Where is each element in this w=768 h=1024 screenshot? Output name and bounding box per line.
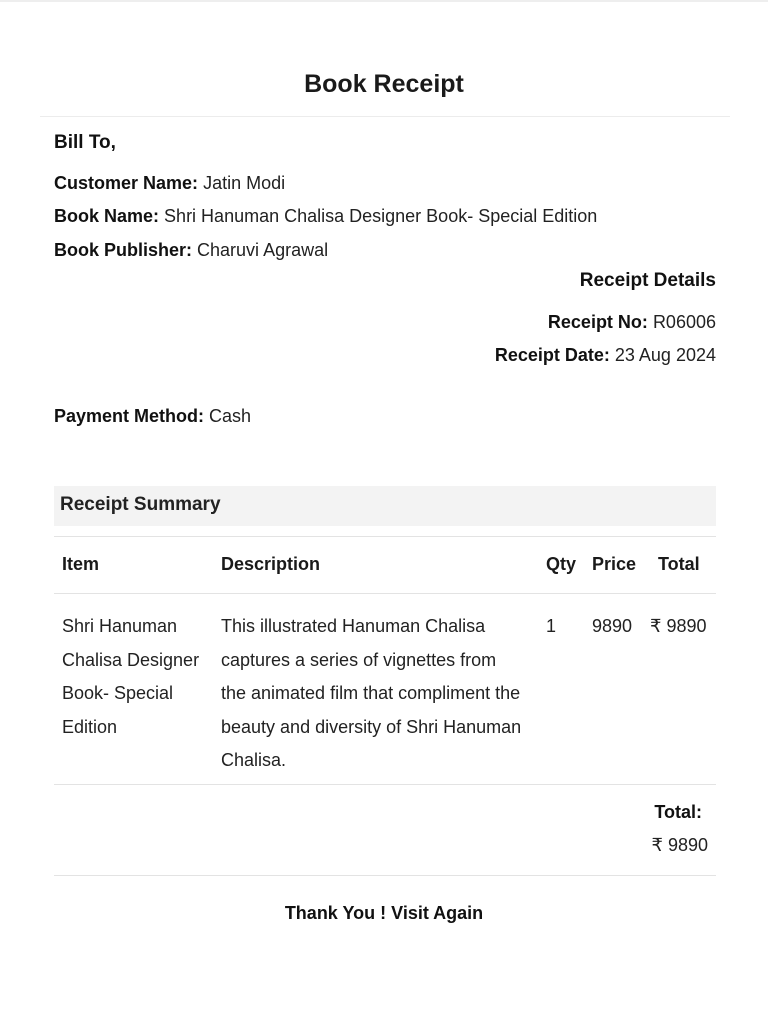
book-name-label: Book Name: xyxy=(54,206,160,226)
receipt-date-label: Receipt Date: xyxy=(494,345,610,365)
column-header-total: Total xyxy=(658,554,700,574)
bill-to-heading: Bill To, xyxy=(54,132,116,153)
row-price-cell: 9890 xyxy=(592,616,633,636)
receipt-date-line xyxy=(495,345,716,366)
table-header-rule xyxy=(54,593,716,594)
customer-name-label: Customer Name: xyxy=(54,173,199,193)
thank-you-message: Thank You ! Visit Again xyxy=(284,903,484,923)
table-bottom-rule xyxy=(54,784,716,785)
receipt-no-label: Receipt No: xyxy=(547,312,648,332)
receipt-date-value: 23 Aug 2024 xyxy=(614,345,716,365)
row-qty-cell: 1 xyxy=(546,616,557,636)
receipt-no-value: R06006 xyxy=(652,312,716,332)
page-title: Book Receipt xyxy=(304,70,464,98)
total-bottom-rule xyxy=(54,875,716,876)
payment-method-value: Cash xyxy=(209,406,252,426)
column-header-price: Price xyxy=(592,554,637,574)
receipt-no-line xyxy=(548,312,716,333)
receipt-summary-heading: Receipt Summary xyxy=(60,494,221,515)
receipt-summary-bar xyxy=(54,486,716,526)
row-description-cell: This illustrated Hanuman Chalisa captures a series of vignettes from the animated film that compliment the beauty and diversity of Shri Hanuman Chalisa. xyxy=(221,616,522,770)
book-publisher-line xyxy=(54,240,328,261)
table-top-rule xyxy=(54,536,716,537)
top-border xyxy=(0,0,768,2)
grand-total-label: Total: xyxy=(654,802,702,822)
payment-method-line xyxy=(54,406,251,427)
receipt-details-heading: Receipt Details xyxy=(579,270,716,291)
book-publisher-label: Book Publisher: xyxy=(54,240,193,260)
book-publisher-value: Charuvi Agrawal xyxy=(197,240,329,260)
grand-total-value: ₹ 9890 xyxy=(651,835,708,855)
payment-method-label: Payment Method: xyxy=(54,406,205,426)
column-header-description: Description xyxy=(221,554,321,574)
row-item-cell: Shri Hanuman Chalisa Designer Book- Special Edition xyxy=(62,616,200,737)
customer-name-value: Jatin Modi xyxy=(203,173,286,193)
column-header-item: Item xyxy=(62,554,100,574)
book-name-line xyxy=(54,206,597,227)
row-total-cell: ₹ 9890 xyxy=(650,616,707,636)
book-name-value: Shri Hanuman Chalisa Designer Book- Special Edition xyxy=(164,206,598,226)
customer-name-line xyxy=(54,173,285,194)
title-divider xyxy=(40,116,730,117)
column-header-qty: Qty xyxy=(546,554,577,574)
